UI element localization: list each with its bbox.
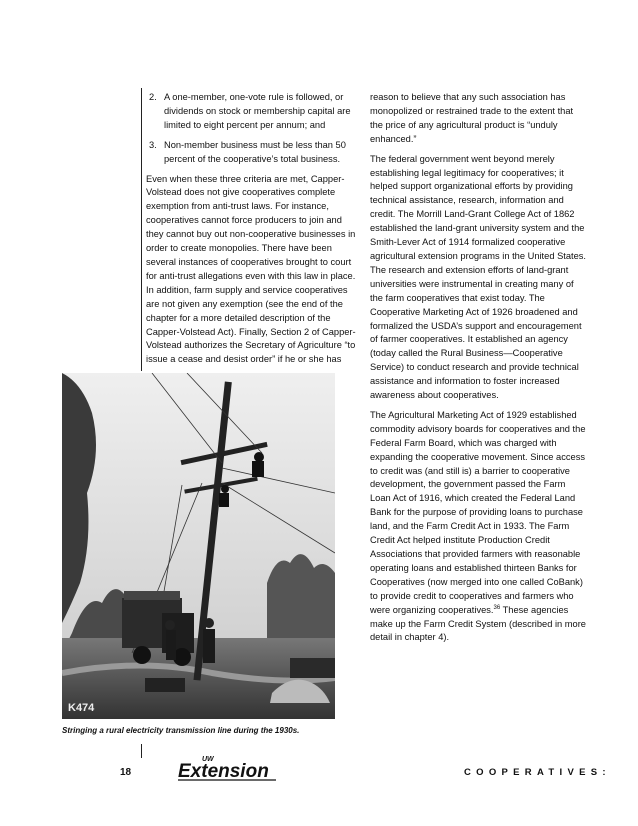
photo-caption: Stringing a rural electricity transmission line during the 1930s. xyxy=(62,726,300,735)
running-head: COOPERATIVES: xyxy=(464,767,611,778)
paragraph-text: These agencies make up the Farm Credit System (described in more detail in chapter 4). xyxy=(370,604,586,643)
column-rule-footer xyxy=(141,744,142,758)
page-number: 18 xyxy=(120,767,132,778)
list-number: 3. xyxy=(149,139,157,150)
list-text: A one-member, one-vote rule is followed, or dividends on stock or membership capital are limited to eight percent per annum; and xyxy=(164,92,351,130)
list-text: Non-member business must be less than 50 percent of the cooperative’s total business. xyxy=(164,139,346,164)
body-paragraph: reason to believe that any such association has monopolized or restrained trade to the extent that the price of any agricultural product is “unduly enhanced.” xyxy=(370,92,574,144)
uw-extension-logo xyxy=(176,752,280,782)
list-number: 2. xyxy=(149,92,157,102)
left-column xyxy=(146,91,362,373)
body-paragraph: The federal government went beyond merely establishing legal legitimacy for cooperatives; it helped support organizational efforts by providing technical assistance, research, information and credit. The Morrill Land-Grant College Act of 1862 established the land-grant university system and the Smith-Lever Act of 1914 formalized cooperative agricultural extension programs in the United States. The research and extension efforts of land-grant universities were instrumental in creating many of the farm cooperatives that exist today. The Cooperative Marketing Act of 1926 broadened and formalized the USDA’s support and encouragement of farmer cooperatives. It established an agency (today called the Rural Business—Cooperative Service) to conduct research and provide technical assistance and information to foster increased awareness about cooperatives. xyxy=(370,153,587,401)
footnote-ref: 36 xyxy=(493,604,501,611)
body-paragraph: Even when these three criteria are met, Capper-Volstead does not give cooperatives complete exemption from anti-trust laws. For instance, cooperatives cannot force producers to join and they cannot buy out non-cooperative businesses in order to create monopolies. There have been several instances of cooperatives brought to court for anti-trust allegations even with this law in place. In addition, farm supply and service cooperatives are not given any exemption (see the end of the chapter for a more detailed description of the Capper-Volstead Act). Finally, Section 2 of Capper-Volstead authorizes the Secretary of Agriculture “to issue a cease and desist order” if he or she has xyxy=(146,173,356,365)
column-rule-top xyxy=(141,88,142,371)
paragraph-text: The Agricultural Marketing Act of 1929 established commodity advisory boards for cooperatives and the Federal Farm Board, which was charged with expanding the cooperative movement. Since access to credit was (and still is) a barrier to cooperative development, the government passed the Farm Loan Act of 1916, which created the Federal Land Bank for the purpose of providing loans to purchase land, and the Farm Credit Act in 1933. The Farm Credit Act helped institute Production Credit Associations that provided farmers with reasonable operating loans and established thirteen Banks for Cooperatives (now merged into one called CoBank) to provide credit to cooperatives and farmers who were organizing cooperatives. xyxy=(370,409,586,615)
historical-photo xyxy=(62,373,335,719)
body-paragraph xyxy=(370,409,586,645)
photo-label: K474 xyxy=(68,702,95,714)
right-column xyxy=(370,91,586,651)
list-item xyxy=(146,139,362,167)
list-item xyxy=(146,91,362,133)
logo-small-text: UW xyxy=(202,756,214,763)
logo-main-text: Extension xyxy=(178,761,269,782)
